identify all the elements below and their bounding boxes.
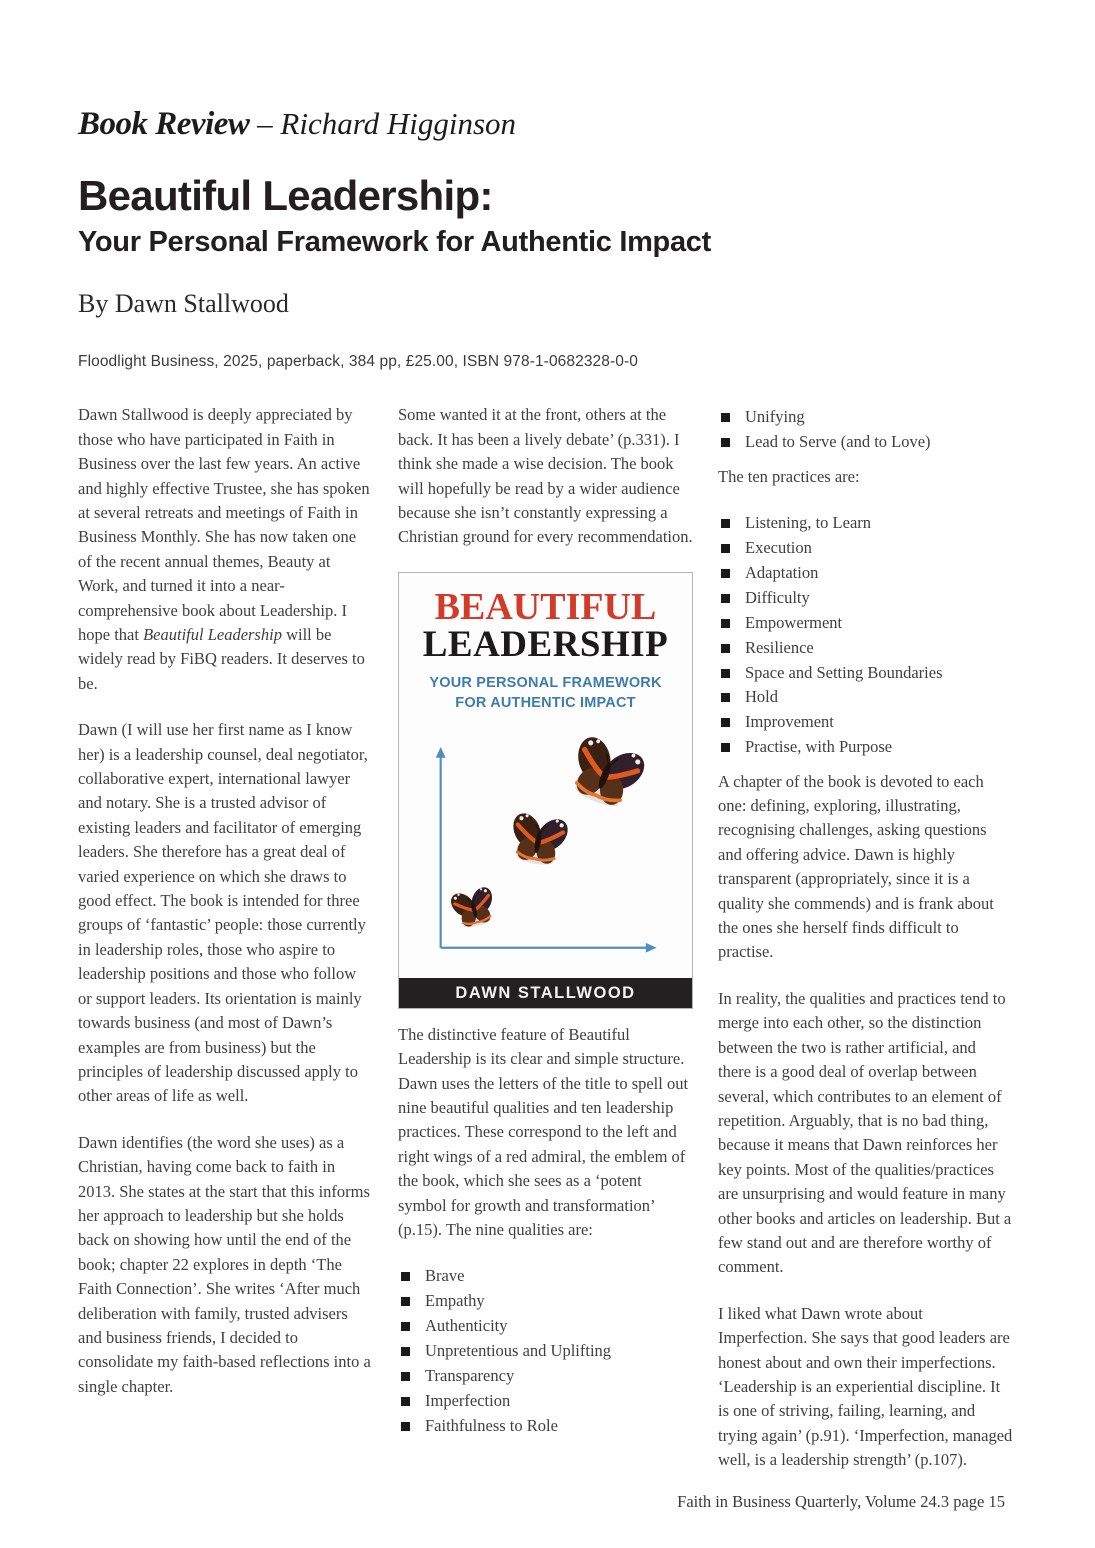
paragraph-text: will be widely read by FiBQ readers. It deserves to be. [78,625,365,693]
bullet-square-icon [721,544,730,553]
practice-label: Empowerment [745,612,843,632]
quality-label: Transparency [425,1366,515,1386]
bullet-square-icon [401,1422,410,1431]
list-item [398,1364,693,1388]
list-item [718,636,1013,660]
butterfly-growth-chart-illustration [399,713,692,978]
practice-label: Practise, with Purpose [745,737,893,757]
bullet-square-icon [401,1372,410,1381]
practice-label: Execution [745,537,812,557]
paragraph: Some wanted it at the front, others at the back. It has been a lively debate’ (p.331). I think she made a wise decision. The book will hopefully be read by a wider audience because she isn’t constantly expressing a Christian ground for every recommendation. [398,405,693,547]
list-item [718,586,1013,610]
quality-label: Unpretentious and Uplifting [425,1341,612,1361]
cover-titles [399,573,692,713]
article-columns [78,403,1013,1472]
publication-info: Floodlight Business, 2025, paperback, 384 pp, £25.00, ISBN 978-1-0682328-0-0 [78,353,638,371]
list-item [718,430,1013,454]
practices-intro: The ten practices are: [718,466,860,486]
bullet-square-icon [721,569,730,578]
practice-label: Space and Setting Boundaries [745,662,943,682]
quality-label: Brave [425,1266,465,1286]
bullet-square-icon [721,693,730,702]
column-1 [78,403,373,1472]
cover-subtitle [399,673,692,713]
paragraph: A chapter of the book is devoted to each one: defining, exploring, illustrating, recognising challenges, asking questions and offering advice. Dawn is highly transparent (appropriately, since it is a quality she commends) and is frank about the ones she herself finds difficult to practise. [718,771,994,962]
bullet-square-icon [721,669,730,678]
paragraph: Dawn identifies (the word she uses) as a Christian, having come back to faith in 2013. She states at the start that this informs her approach to leadership but she holds back on showing how until the end of the book; chapter 22 explores in depth ‘The Faith Connection’. She writes ‘After much deliberation with family, trusted advisers and business friends, I decided to consolidate my faith-based reflections into a single chapter. [78,1132,371,1396]
practices-list [718,511,1013,760]
bullet-square-icon [401,1272,410,1281]
cover-author-bar [399,978,692,1008]
paragraph: In reality, the qualities and practices tend to merge into each other, so the distinction between the two is rather artificial, and there is a good deal of overlap between several, which contributes to an element of repetition. Arguably, that is no bad thing, because it means that Dawn reinforces her key points. Most of the qualities/practices are unsurprising and would feature in many other books and articles on leadership. But a few stand out and are therefore worthy of comment. [718,988,1012,1277]
bullet-square-icon [721,413,730,422]
qualities-list [398,1264,693,1438]
list-item [718,710,1013,734]
practice-label: Adaptation [745,562,819,582]
list-item [398,1314,693,1338]
list-item [718,661,1013,685]
bullet-square-icon [721,644,730,653]
practice-label: Hold [745,687,778,707]
bullet-square-icon [401,1322,410,1331]
section-kicker [78,106,1013,143]
list-item [718,735,1013,759]
page-footer: Faith in Business Quarterly, Volume 24.3 page 15 [677,1492,1005,1511]
bullet-square-icon [721,438,730,447]
list-item [718,561,1013,585]
bullet-square-icon [721,619,730,628]
quality-label: Empathy [425,1291,485,1311]
bullet-square-icon [721,519,730,528]
list-item [398,1339,693,1363]
practice-label: Improvement [745,712,834,732]
quality-label: Imperfection [425,1390,511,1410]
paragraph: The distinctive feature of Beautiful Leadership is its clear and simple structure. Dawn uses the letters of the title to spell out nine beautiful qualities and ten leadership practices. These correspond to the left and right wings of a red admiral, the emblem of the book, which she sees as a ‘potent symbol for growth and transformation’ (p.15). The nine qualities are: [398,1024,689,1240]
bullet-square-icon [401,1297,410,1306]
cover-title-beautiful: BEAUTIFUL [434,585,657,628]
bullet-square-icon [721,594,730,603]
paragraph: Dawn (I will use her first name as I know her) is a leadership counsel, deal negotiator, collaborative expert, international lawyer and notary. She is a trusted advisor of existing leaders and facilitator of emerging leaders. She therefore has a great deal of varied experience on which she draws to good effect. The book is intended for three groups of ‘fantastic’ people: those currently in leadership roles, those who aspire to leadership positions and those who follow or support leaders. Its orientation is mainly towards business (and most of Dawn’s examples are from business) but the principles of leadership discussed apply to other areas of life as well. [78,720,368,1106]
qualities-list-continued [718,405,1013,454]
cover-author-name: DAWN STALLWOOD [455,983,636,1002]
cover-subtitle-line1: YOUR PERSONAL FRAMEWORK [429,674,662,691]
paragraph [78,403,373,696]
bullet-square-icon [721,718,730,727]
cover-subtitle-line2: FOR AUTHENTIC IMPACT [455,694,636,711]
list-item [718,611,1013,635]
list-item [398,1289,693,1313]
practice-label: Resilience [745,637,814,657]
practice-label: Difficulty [745,587,810,607]
quality-label: Unifying [745,407,805,427]
book-cover-image [398,572,693,1009]
kicker-title: Book Review [78,106,250,142]
list-item [398,1264,693,1288]
column-2 [398,403,693,1472]
bullet-square-icon [401,1347,410,1356]
list-item [718,685,1013,709]
quality-label: Authenticity [425,1316,508,1336]
kicker-reviewer: – Richard Higginson [249,106,517,141]
quality-label: Lead to Serve (and to Love) [745,432,931,452]
quality-label: Faithfulness to Role [425,1415,558,1435]
list-item [718,536,1013,560]
paragraph: I liked what Dawn wrote about Imperfection. She says that good leaders are honest about and own their imperfections. ‘Leadership is an experiential discipline. It is one of striving, failing, learning, and trying again’ (p.91). ‘Imperfection, managed well, is a leadership strength’ (p.107). [718,1303,1013,1470]
column-3 [718,403,1013,1472]
book-title-italic: Beautiful Leadership [143,625,282,645]
paragraph-text: Dawn Stallwood is deeply appreciated by those who have participated in Faith in Business over the last few years. An active and highly effective Trustee, she has spoken at several retreats and meetings of Faith in Business Monthly. She has now taken one of the recent annual themes, Beauty at Work, and turned it into a near-comprehensive book about Leadership. I hope that [78,405,370,645]
page-title: Beautiful Leadership: [78,172,493,219]
list-item [398,1389,693,1413]
practice-label: Listening, to Learn [745,513,872,533]
bullet-square-icon [721,743,730,752]
list-item [398,1414,693,1438]
list-item [718,405,1013,429]
byline: By Dawn Stallwood [78,289,289,319]
cover-title-leadership: LEADERSHIP [422,623,669,665]
list-item [718,511,1013,535]
page-subtitle: Your Personal Framework for Authentic Impact [78,226,711,259]
bullet-square-icon [401,1397,410,1406]
